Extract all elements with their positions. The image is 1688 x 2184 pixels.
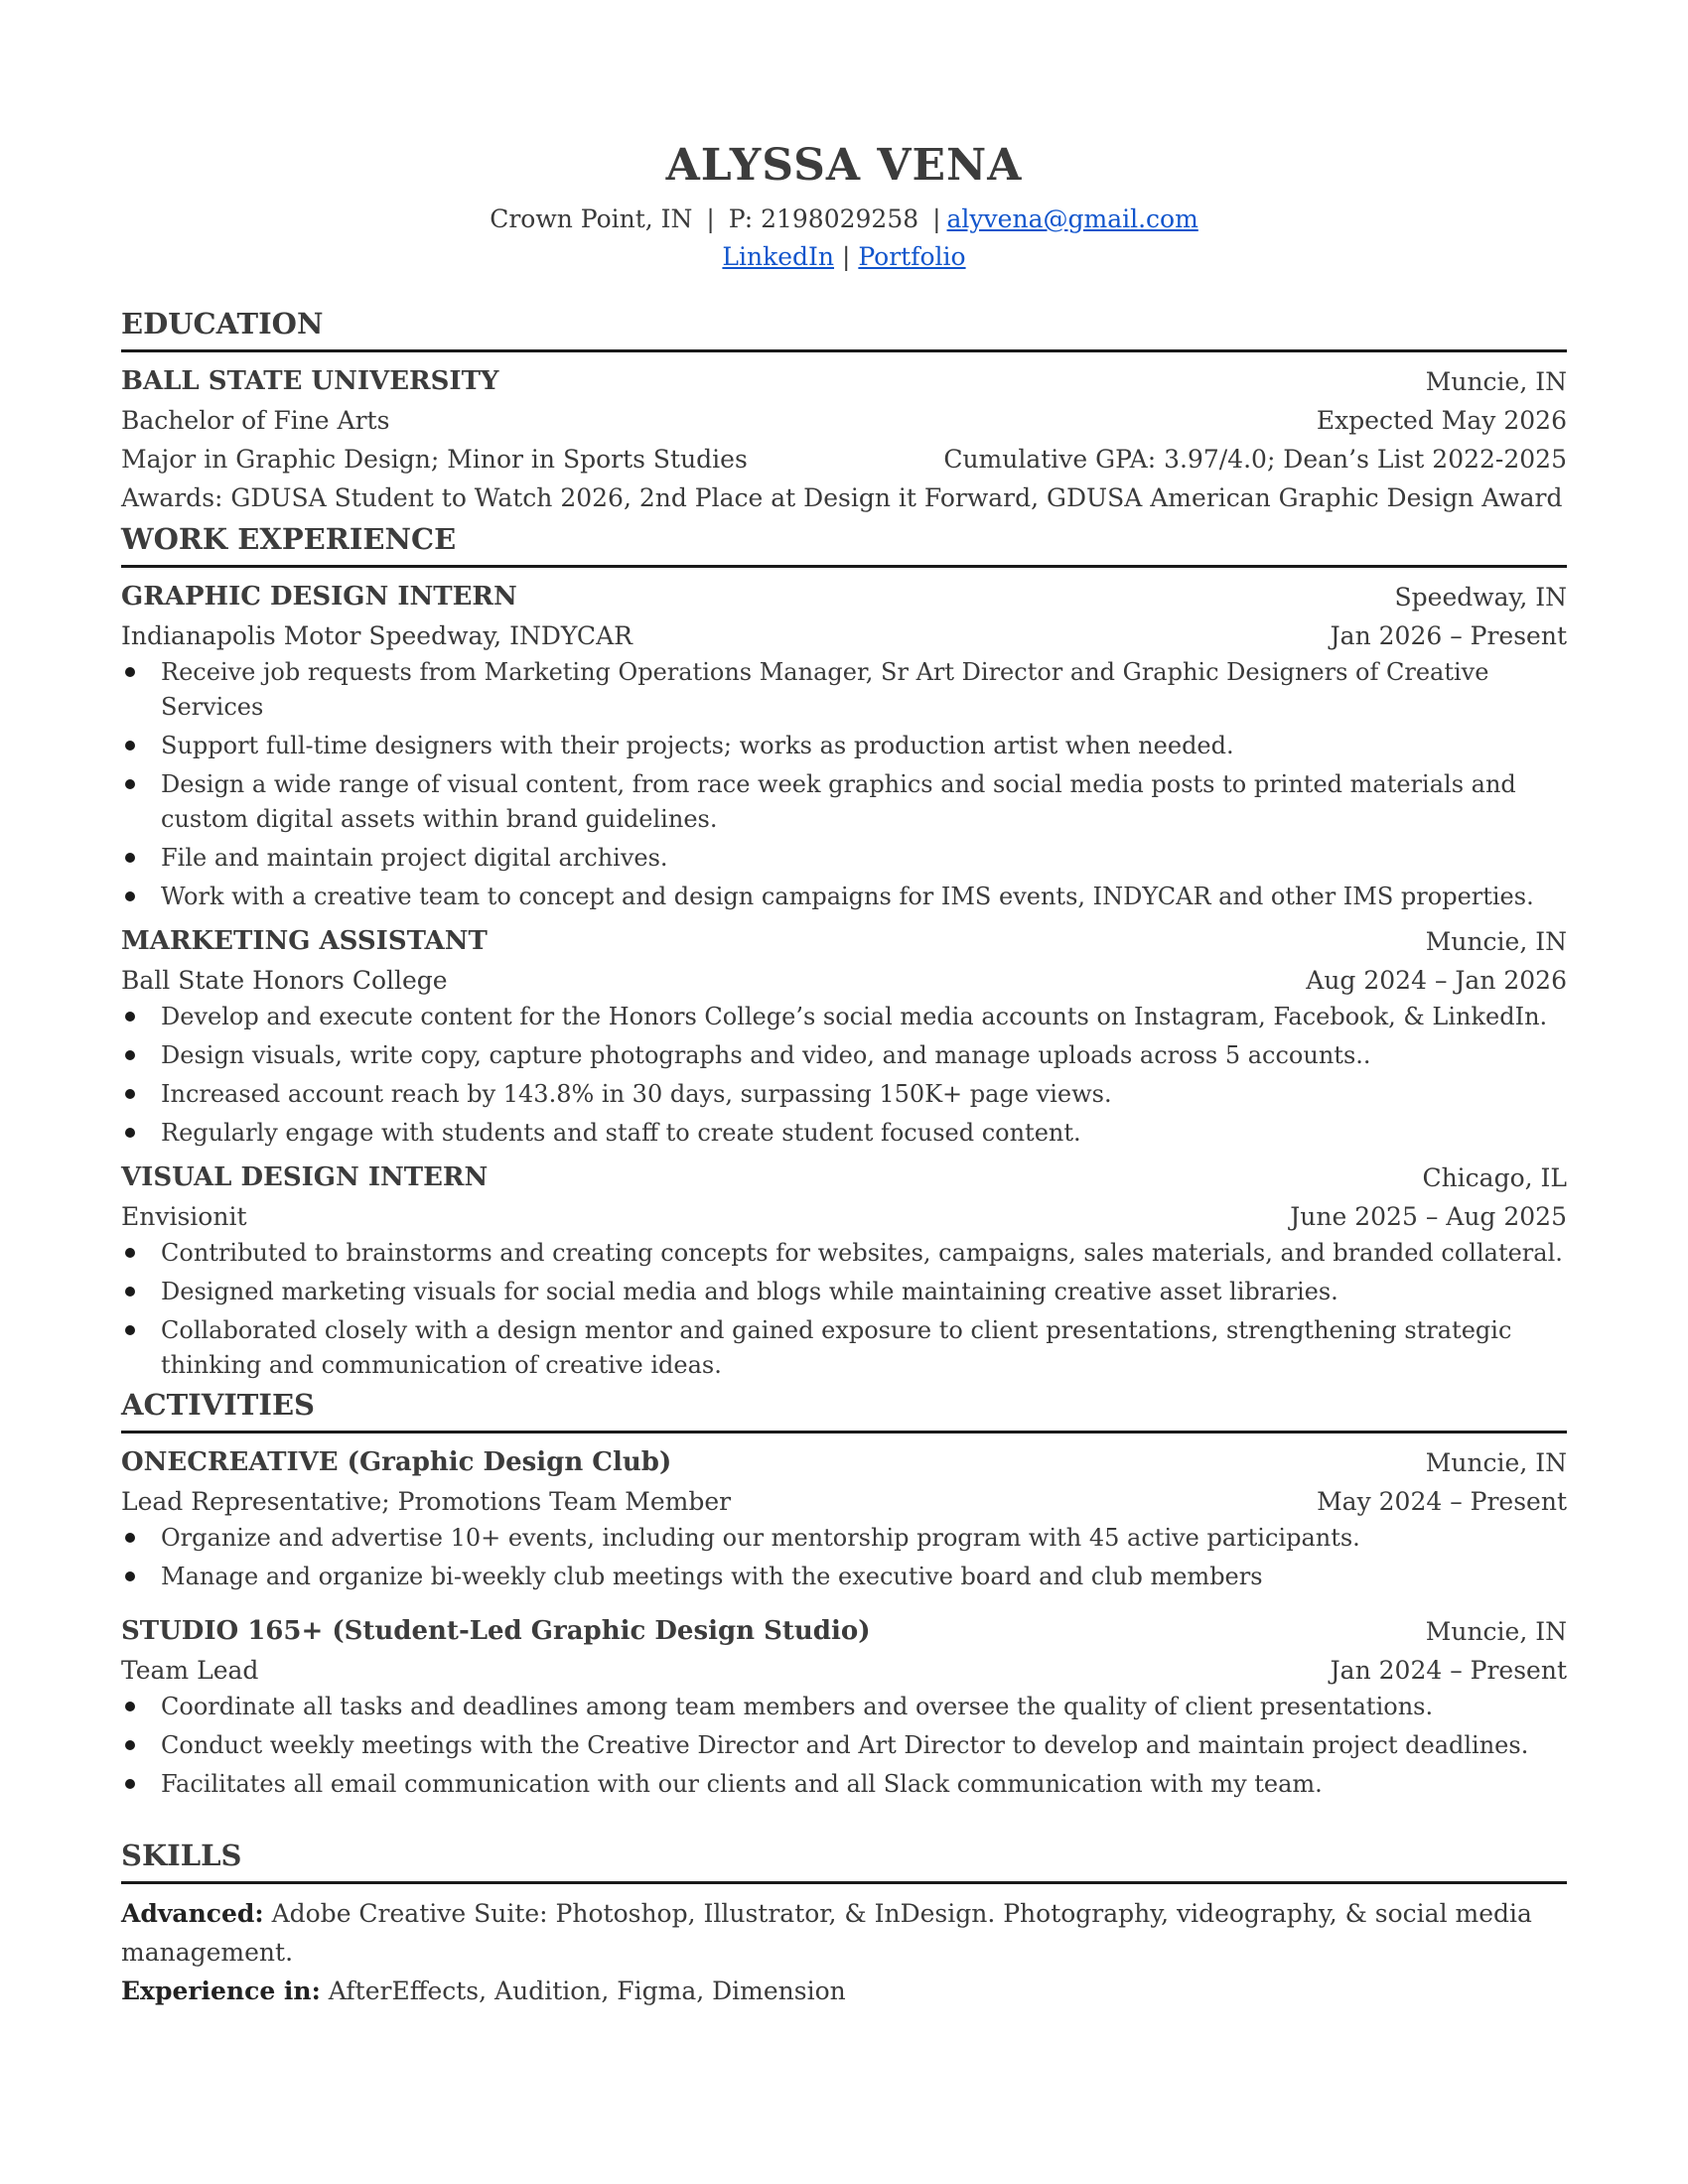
skills-experience — [121, 1972, 1567, 2010]
skills-advanced-label: Advanced: — [121, 1899, 264, 1928]
activities-heading: ACTIVITIES — [121, 1387, 1567, 1433]
skills-advanced-text: Adobe Creative Suite: Photoshop, Illustrator, & InDesign. Photography, videography, & social media management. — [121, 1899, 1532, 1967]
list-item — [121, 1521, 1567, 1556]
bullet-text: Conduct weekly meetings with the Creative Director and Art Director to develop and maintain project deadlines. — [161, 1731, 1529, 1759]
job-bullets — [121, 1000, 1567, 1151]
bullet-icon — [125, 1702, 135, 1711]
activity-header-row — [121, 1443, 1567, 1482]
list-item — [121, 1275, 1567, 1309]
bullet-icon — [125, 1287, 135, 1297]
job-bullets — [121, 1236, 1567, 1383]
activity-role: Team Lead — [121, 1656, 259, 1685]
skills-advanced — [121, 1894, 1567, 1972]
skills-experience-label: Experience in: — [121, 1977, 321, 2005]
list-item — [121, 841, 1567, 876]
education-heading: EDUCATION — [121, 306, 1567, 352]
bullet-text: Design visuals, write copy, capture photographs and video, and manage uploads across 5 accounts.. — [161, 1041, 1371, 1069]
bullet-text: Coordinate all tasks and deadlines among team members and oversee the quality of client presentations. — [161, 1693, 1434, 1720]
job-header-row — [121, 578, 1567, 616]
bullet-icon — [125, 667, 135, 677]
bullet-icon — [125, 1779, 135, 1789]
activity-org: STUDIO 165+ (Student-Led Graphic Design Studio) — [121, 1616, 871, 1646]
list-item — [121, 1077, 1567, 1112]
school-name: BALL STATE UNIVERSITY — [121, 366, 499, 396]
phone: P: 2198029258 — [728, 205, 919, 233]
bullet-icon — [125, 741, 135, 751]
job-bullets — [121, 655, 1567, 914]
job-org-row — [121, 1197, 1567, 1236]
bullet-icon — [125, 1571, 135, 1581]
activity-location: Muncie, IN — [1425, 1448, 1567, 1477]
candidate-name: ALYSSA VENA — [665, 140, 1023, 191]
awards: Awards: GDUSA Student to Watch 2026, 2nd Place at Design it Forward, GDUSA American Graphic Design Award — [121, 483, 1563, 512]
list-item — [121, 1000, 1567, 1034]
bullet-icon — [125, 1740, 135, 1750]
bullet-text: Work with a creative team to concept and design campaigns for IMS events, INDYCAR and other IMS properties. — [161, 883, 1534, 910]
activity-header-row — [121, 1612, 1567, 1651]
job-org: Envisionit — [121, 1202, 247, 1231]
list-item — [121, 1038, 1567, 1073]
job-dates: Jan 2026 – Present — [1330, 621, 1567, 650]
bullet-text: Design a wide range of visual content, from race week graphics and social media posts to printed materials and custom digital assets within brand guidelines. — [161, 770, 1516, 833]
school-location: Muncie, IN — [1425, 367, 1567, 396]
job-location: Speedway, IN — [1394, 583, 1567, 612]
email-link[interactable]: alyvena@gmail.com — [946, 205, 1198, 233]
bullet-text: Regularly engage with students and staff to create student focused content. — [161, 1119, 1081, 1147]
bullet-icon — [125, 891, 135, 901]
job-header-row — [121, 922, 1567, 961]
activity-entry — [121, 1443, 1567, 1594]
education-major-row — [121, 440, 1567, 478]
links-line — [121, 238, 1567, 276]
job-location: Muncie, IN — [1425, 927, 1567, 956]
list-item — [121, 1236, 1567, 1271]
degree: Bachelor of Fine Arts — [121, 406, 390, 435]
activity-bullets — [121, 1690, 1567, 1802]
bullet-text: Receive job requests from Marketing Operations Manager, Sr Art Director and Graphic Designers of Creative Services — [161, 658, 1489, 721]
list-item — [121, 880, 1567, 914]
divider: | — [932, 205, 941, 233]
bullet-text: Support full-time designers with their projects; works as production artist when needed. — [161, 732, 1234, 759]
job-org: Ball State Honors College — [121, 966, 448, 995]
activity-org: ONECREATIVE (Graphic Design Club) — [121, 1447, 672, 1477]
list-item — [121, 1116, 1567, 1151]
activity-role-row — [121, 1482, 1567, 1521]
list-item — [121, 729, 1567, 763]
education-degree-row — [121, 401, 1567, 440]
gpa: Cumulative GPA: 3.97/4.0; Dean’s List 2022-2025 — [943, 445, 1567, 474]
bullet-text: Collaborated closely with a design mentor and gained exposure to client presentations, strengthening strategic thinking and communication of creative ideas. — [161, 1316, 1512, 1379]
contact-line — [121, 201, 1567, 238]
list-item — [121, 655, 1567, 725]
activity-location: Muncie, IN — [1425, 1617, 1567, 1646]
bullet-text: Facilitates all email communication with our clients and all Slack communication with my team. — [161, 1770, 1323, 1798]
bullet-icon — [125, 1089, 135, 1099]
divider: | — [841, 242, 851, 271]
job-role: MARKETING ASSISTANT — [121, 926, 488, 956]
job-dates: Aug 2024 – Jan 2026 — [1306, 966, 1567, 995]
bullet-text: File and maintain project digital archives. — [161, 844, 668, 872]
activity-bullets — [121, 1521, 1567, 1594]
divider: | — [706, 205, 715, 233]
list-item — [121, 1690, 1567, 1724]
activity-role: Lead Representative; Promotions Team Member — [121, 1487, 732, 1516]
activity-role-row — [121, 1651, 1567, 1690]
list-item — [121, 767, 1567, 837]
list-item — [121, 1728, 1567, 1763]
list-item — [121, 1560, 1567, 1594]
education-school-row — [121, 362, 1567, 401]
bullet-icon — [125, 779, 135, 789]
job-entry — [121, 922, 1567, 1151]
skills-experience-text: AfterEffects, Audition, Figma, Dimension — [328, 1977, 846, 2005]
activity-dates: Jan 2024 – Present — [1330, 1656, 1567, 1685]
location: Crown Point, IN — [490, 205, 693, 233]
major: Major in Graphic Design; Minor in Sports Studies — [121, 445, 748, 474]
bullet-text: Designed marketing visuals for social media and blogs while maintaining creative asset libraries. — [161, 1278, 1338, 1305]
bullet-icon — [125, 1533, 135, 1543]
bullet-icon — [125, 1128, 135, 1138]
skills-heading: SKILLS — [121, 1838, 1567, 1884]
portfolio-link[interactable]: Portfolio — [858, 242, 966, 271]
bullet-text: Contributed to brainstorms and creating concepts for websites, campaigns, sales materials, and branded collateral. — [161, 1239, 1563, 1267]
bullet-icon — [125, 853, 135, 863]
job-entry — [121, 578, 1567, 914]
bullet-icon — [125, 1012, 135, 1022]
bullet-text: Develop and execute content for the Honors College’s social media accounts on Instagram, Facebook, & LinkedIn. — [161, 1003, 1548, 1030]
bullet-icon — [125, 1325, 135, 1335]
job-role: VISUAL DESIGN INTERN — [121, 1162, 489, 1192]
linkedin-link[interactable]: LinkedIn — [722, 242, 835, 271]
bullet-icon — [125, 1050, 135, 1060]
job-header-row — [121, 1159, 1567, 1197]
bullet-text: Organize and advertise 10+ events, including our mentorship program with 45 active participants. — [161, 1524, 1360, 1552]
activity-dates: May 2024 – Present — [1317, 1487, 1567, 1516]
bullet-icon — [125, 1248, 135, 1258]
bullet-text: Increased account reach by 143.8% in 30 days, surpassing 150K+ page views. — [161, 1080, 1112, 1108]
job-dates: June 2025 – Aug 2025 — [1290, 1202, 1567, 1231]
work-heading: WORK EXPERIENCE — [121, 521, 1567, 568]
job-org-row — [121, 961, 1567, 1000]
job-org: Indianapolis Motor Speedway, INDYCAR — [121, 621, 633, 650]
job-location: Chicago, IL — [1422, 1163, 1567, 1192]
activity-entry — [121, 1612, 1567, 1802]
bullet-text: Manage and organize bi-weekly club meetings with the executive board and club members — [161, 1563, 1263, 1590]
job-entry — [121, 1159, 1567, 1383]
list-item — [121, 1313, 1567, 1383]
job-role: GRAPHIC DESIGN INTERN — [121, 582, 517, 612]
list-item — [121, 1767, 1567, 1802]
graduation-date: Expected May 2026 — [1316, 406, 1567, 435]
job-org-row — [121, 616, 1567, 655]
